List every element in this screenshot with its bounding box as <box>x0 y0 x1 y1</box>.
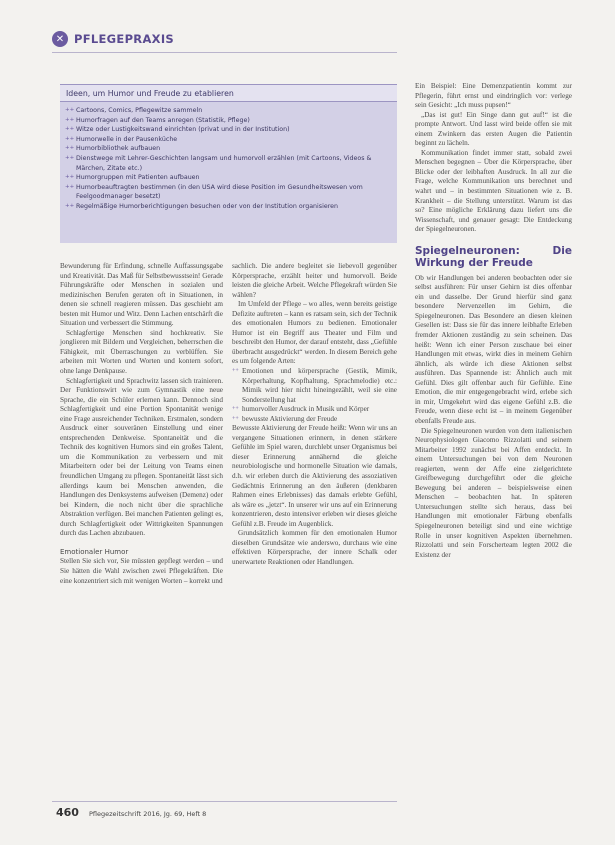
humor-types-item: ++ bewusste Aktivierung der Freude <box>242 415 397 425</box>
ideas-list-item: ++ Humorbeauftragten bestimmen (in den USA wird diese Position im Gesundheitswesen vom Feelgoodmanager besetzt) <box>76 183 391 202</box>
ideas-list-item: ++ Humorfragen auf den Teams anregen (Statistik, Pflege) <box>76 116 391 126</box>
paragraph: Kommunikation findet immer statt, sobald zwei Menschen begegnen – Über die Körpersprache, über Blicke oder der leibhaften Ausdruck. In all zur die Frage, welche Kommunikation uns berechnet und wahrt und – in bestimmten Situationen wie z. B. Krankheit – die Stellung unterstützt. Warum ist das so? Eine mögliche Erklärung dazu liefert uns die Wissenschaft, und genauer gesagt: Die Entdeckung der Spiegelneuronen. <box>415 148 572 234</box>
paragraph: Die Spiegelneuronen wurden von dem italienischen Neurophysiologen Giacomo Rizzolatti und seinem Mitarbeiter 1992 zunächst bei Affen entdeckt. In einem Untersuchungen bei von dem Neuronen reagierten, wenn der Affe eine zielgerichtete Greifbewegung durchgeführt oder die gleiche Bewegung bei anderen – beispielsweise einen Menschen – beobachten hat. In späteren Untersuchungen stellte sich heraus, dass bei Handlungen mit emotionaler Färbung ebenfalls Spiegelneuronen beteiligt sind und eine wichtige Rolle in unser kognitiven Aspekten übernehmen. Rizzolatti und sein Forscherteam legten 2002 die Existenz der <box>415 426 572 559</box>
ideas-list-item: ++ Witze oder Lustigkeitswand einrichten (privat und in der Institution) <box>76 125 391 135</box>
paragraph: Ein Beispiel: Eine Demenzpatientin kommt zur Pflegerin, führt ernst und eindringlich vor: verlege sein Gesicht: „Ich muss pupsen!“ <box>415 82 572 110</box>
footer-rule <box>52 801 397 802</box>
humor-types-item: ++ humorvoller Ausdruck in Musik und Körper <box>242 405 397 415</box>
column-2 <box>232 262 397 568</box>
ideas-box <box>60 84 397 243</box>
paragraph: Stellen Sie sich vor, Sie müssten gepflegt werden – und Sie hätten die Wahl zwischen zwei Pflegekräften. Die eine konzentriert sich mit wenigen Worten – korrekt und <box>60 557 223 585</box>
ideas-list-item: ++ Regelmäßige Humorberichtigungen besuchen oder von der Institution organisieren <box>76 202 391 212</box>
subheading: Emotionaler Humor <box>60 547 129 556</box>
ideas-box-title: Ideen, um Humor und Freude zu etablieren <box>60 85 397 102</box>
paragraph: Bewusste Aktivierung der Freude heißt: Wenn wir uns an vergangene Situationen erinnern, in denen stärkere Gefühle im Spiel waren, durchlebt unser Organismus bei dieser Erinnerung annähernd die gleiche neurobiologische und hormonelle Situation wie damals, d.h. wir erleben durch die Aktivierung des assoziativen Gedächtnis Erinnerung an den äußeren (denkbaren Rahmen eines Erlebnisses) das damals erlebte Gefühl, als wäre es „jetzt“. In unserer wir uns auf ein Erinnerung konzentrieren, desto intensiver erleben wir dieses gleiche Gefühl z.B. Freude im Augenblick. <box>232 424 397 528</box>
paragraph: Ob wir Handlungen bei anderen beobachten oder sie selbst ausführen: Für unser Gehirn ist dies offenbar ein und dasselbe. Der Grund hierfür sind ganz besondere Nervenzellen im Gehirn, die Spiegelneuronen. Das Besondere an diesen kleinen Gesellen ist: Dass sie für das innere leibhafte Erleben fremder Aktionen zuständig zu sein scheinen. Das heißt: Wenn ich einer Person zuschaue bei einer Handlungen mit etwas, wirkt dies in meinem Gehirn ähnlich, als würde ich diese Aktionen selbst ausführen. Das Spannende ist: Ähnlich auch mit Gefühl. Dies gilt offenbar auch für Gefühle. Eine Emotion, die mir entgegengebracht wird, erlebe sich in mir, Umgekehrt wird das eigene Gefühl z.B. die Freude, wenn diese echt ist – in meinem Gegenüber ebenfalls Freude aus. <box>415 273 572 425</box>
ideas-list-item: ++ Humorgruppen mit Patienten aufbauen <box>76 173 391 183</box>
footer <box>56 806 206 819</box>
paragraph: Grundsätzlich kommen für den emotionalen Humor dieselben Grundsätze wie anderswo, durchaus wie eine effektiven Körpersprache, der innere Schalk oder unerwartete Reaktionen oder Handlungen. <box>232 529 397 566</box>
paragraph: Im Umfeld der Pflege – wo alles, wenn bereits geistige Defizite auftreten – kann es ratsam sein, sich der Technik des emotionalen Humors zu bedienen. Emotionaler Humor ist ein Begriff aus Theater und Film und beschreibt den Humor, der darauf entsteht, dass „Gefühle überbracht ausgedrückt“ werden. In diesem Bereich gehe es um folgende Arten: <box>232 300 397 366</box>
humor-types-list <box>232 367 397 424</box>
paragraph: Bewunderung für Erfindung, schnelle Auffassungsgabe und Kreativität. Das Maß für Selbstbewusstsein! Gerade Führungskräfte oder Menschen in sozialen und medizinischen Berufen geraten oft in Situationen, in denen sie schnell reagieren müssen. Das geschieht am besten mit Humor und Witz. Denn Lachen entschärft die Situation und verbessert die Stimmung. <box>60 262 223 328</box>
header-rule <box>52 52 397 53</box>
column-3 <box>415 82 572 560</box>
paragraph: Schlagfertige Menschen sind hochkreativ. Sie jonglieren mit Bildern und Vergleichen, beherrschen die Fähigkeit, mit Überraschungen zu verblüffen. Sie arbeiten mit Worten und Worten und kontern sofort, ohne lange Denkpause. <box>60 328 223 376</box>
ideas-list-item: ++ Humorbibliothek aufbauen <box>76 144 391 154</box>
paragraph: sachlich. Die andere begleitet sie liebevoll gegenüber Körpersprache, erzählt heiter und humorvoll. Beide leisten die gleiche Arbeit. Welche Pflegekraft würden Sie wählen? <box>232 262 397 299</box>
section-logo-icon: ✕ <box>52 31 68 47</box>
journal-source: Pflegezeitschrift 2016, Jg. 69, Heft 8 <box>88 810 207 818</box>
page-number: 460 <box>56 806 79 819</box>
humor-types-item: ++ Emotionen und körpersprache (Gestik, Mimik, Körperhaltung, Kopfhaltung, Sprachmelodie) etc.: Mimik wird hier nicht hineingezählt, weil sie eine Sonderstellung hat <box>242 367 397 405</box>
ideas-list-item: ++ Cartoons, Comics, Pflegewitze sammeln <box>76 106 391 116</box>
paragraph: „Das ist gut! Ein Singe dann gut auf!“ ist die prompte Antwort. Und lasst wird beide offen sie mit einem Zwinkern das ersten Augen die Patientin beginnt zu lächeln. <box>415 110 572 148</box>
section-title: PFLEGEPRAXIS <box>74 32 174 46</box>
section-heading: Spiegelneuronen: Die Wirkung der Freude <box>415 244 572 270</box>
ideas-list-item: ++ Dienstwege mit Lehrer-Geschichten langsam und humorvoll erzählen (mit Cartoons, Videos & Märchen, Zitate etc.) <box>76 154 391 173</box>
paragraph: Schlagfertigkeit und Sprachwitz lassen sich trainieren. Der Funktionswirt wie zum Gymnastik eine neue Sprache, die ein Schüler erlernen kann. Dennoch sind Schlagfertigkeit und eine Portion Spontanität wenige eine Frage ausreichender Techniken. Erstmalen, sondern Ausdruck einer souveränen Einstellung und einer entsprechenden Denkweise. Spontaneität und die Technik des kognitiven Humors sind ein großes Talent, um die Kommunikation zu verbessern und mit Mitarbeitern oder bei der Leitung von Teams einen freundlichen Umgang zu pflegen. Spontaneität lässt sich allerdings kaum bei Menschen anwenden, die Handlungen des Denksystems aufweisen (Demenz) oder bei Kindern, die noch nicht über die sprachliche Abstraktion verfügen. Bei manchen Patienten gelingt es, durch Schlagfertigkeit oder Wittrigkeiten Spannungen durch das Lachen abzubauen. <box>60 376 223 538</box>
ideas-list <box>60 106 397 212</box>
column-1 <box>60 262 223 586</box>
section-header <box>52 30 174 48</box>
ideas-list-item: ++ Humorwelle in der Pausenküche <box>76 135 391 145</box>
